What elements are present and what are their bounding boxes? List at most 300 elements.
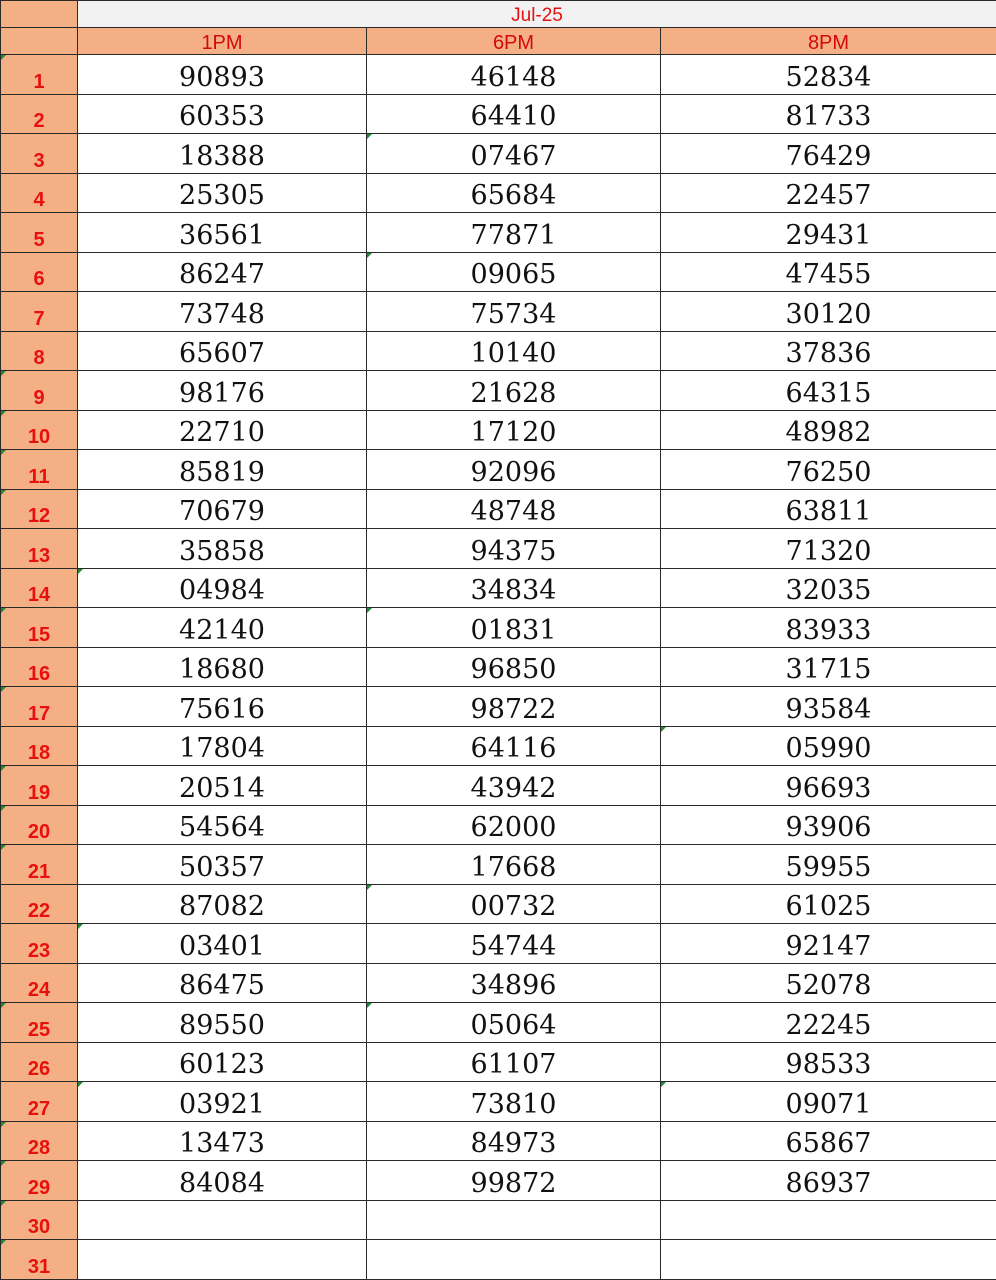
table-row — [1, 884, 996, 924]
value-cell-1pm[interactable] — [78, 1121, 367, 1161]
cell-value: 93584 — [785, 693, 872, 725]
cell-value: 03921 — [179, 1088, 265, 1120]
cell-value: 54744 — [470, 930, 557, 962]
value-cell-6pm[interactable] — [367, 608, 661, 648]
cell-value: 98722 — [470, 693, 557, 725]
cell-value: 59955 — [785, 851, 872, 883]
value-cell-8pm[interactable] — [661, 845, 996, 885]
row-number-cell[interactable] — [1, 55, 78, 95]
value-cell-1pm[interactable] — [78, 331, 367, 371]
cell-value: 29431 — [785, 219, 872, 251]
cell-value: 09071 — [785, 1088, 872, 1120]
table-row — [1, 1240, 996, 1280]
value-cell-1pm[interactable] — [78, 924, 367, 964]
table-row — [1, 766, 996, 806]
header-corner-cell[interactable] — [1, 28, 78, 55]
row-number-cell[interactable] — [1, 213, 78, 253]
table-row — [1, 1200, 996, 1240]
cell-value: 52834 — [785, 61, 872, 93]
value-cell-8pm[interactable] — [661, 1200, 996, 1240]
row-number-label: 10 — [27, 426, 51, 448]
row-number-cell[interactable] — [1, 687, 78, 727]
row-number-cell[interactable] — [1, 292, 78, 332]
value-cell-6pm[interactable] — [367, 292, 661, 332]
row-number-cell[interactable] — [1, 726, 78, 766]
value-cell-6pm[interactable] — [367, 1042, 661, 1082]
value-cell-8pm[interactable] — [661, 371, 996, 411]
text-marker-icon — [1, 608, 6, 613]
cell-value: 65867 — [785, 1128, 872, 1159]
table-row — [1, 1003, 996, 1043]
text-marker-icon — [1, 806, 6, 811]
row-number-label: 28 — [27, 1137, 51, 1159]
row-number-label: 20 — [27, 821, 51, 843]
row-number-label: 22 — [27, 900, 51, 922]
value-cell-8pm[interactable] — [661, 766, 996, 806]
cell-value: 07467 — [470, 140, 557, 172]
cell-value: 93906 — [785, 812, 872, 843]
cell-value: 17668 — [470, 851, 557, 883]
value-cell-1pm[interactable] — [78, 687, 367, 727]
row-number-cell[interactable] — [1, 252, 78, 292]
value-cell-8pm[interactable] — [661, 489, 996, 529]
row-number-label: 21 — [27, 860, 51, 883]
value-cell-6pm[interactable] — [367, 55, 661, 95]
value-cell-1pm[interactable] — [78, 1082, 367, 1122]
value-cell-6pm[interactable] — [367, 805, 661, 845]
value-cell-8pm[interactable] — [661, 884, 996, 924]
table-row — [1, 55, 996, 95]
value-cell-1pm[interactable] — [78, 94, 367, 134]
sheet-title[interactable]: Jul-25 — [78, 1, 996, 28]
row-number-label: 23 — [27, 939, 51, 962]
text-marker-icon — [1, 371, 6, 376]
row-number-label: 15 — [27, 623, 51, 646]
row-number-label: 12 — [27, 505, 51, 527]
value-cell-8pm[interactable] — [661, 410, 996, 450]
value-cell-8pm[interactable] — [661, 568, 996, 608]
row-number-label: 14 — [27, 584, 51, 606]
cell-value: 92096 — [470, 456, 557, 488]
cell-value: 87082 — [179, 891, 265, 922]
corner-cell[interactable] — [1, 1, 78, 28]
value-cell-8pm[interactable] — [661, 963, 996, 1003]
text-marker-icon — [1, 766, 6, 771]
cell-value: 98176 — [179, 377, 265, 409]
text-marker-icon — [1, 687, 6, 692]
row-number-cell[interactable] — [1, 410, 78, 450]
value-cell-6pm[interactable] — [367, 1003, 661, 1043]
table-row — [1, 963, 996, 1003]
value-cell-1pm[interactable] — [78, 884, 367, 924]
value-cell-6pm[interactable] — [367, 331, 661, 371]
row-number-cell[interactable] — [1, 845, 78, 885]
cell-value: 22710 — [179, 417, 265, 448]
cell-value: 47455 — [785, 259, 872, 290]
table-row — [1, 1042, 996, 1082]
cell-value: 73748 — [179, 298, 265, 330]
value-cell-1pm[interactable] — [78, 766, 367, 806]
value-cell-6pm[interactable] — [367, 450, 661, 490]
value-cell-1pm[interactable] — [78, 213, 367, 253]
row-number-label: 16 — [27, 663, 51, 685]
cell-value: 90893 — [179, 61, 265, 93]
cell-value: 10140 — [470, 338, 557, 369]
row-number-cell[interactable] — [1, 529, 78, 569]
value-cell-1pm[interactable] — [78, 1003, 367, 1043]
row-number-label: 3 — [33, 149, 45, 172]
value-cell-6pm[interactable] — [367, 252, 661, 292]
row-number-label: 26 — [27, 1058, 51, 1080]
cell-value: 22245 — [785, 1009, 872, 1041]
value-cell-8pm[interactable] — [661, 1082, 996, 1122]
value-cell-6pm[interactable] — [367, 845, 661, 885]
cell-value: 63811 — [785, 496, 872, 527]
cell-value: 36561 — [179, 219, 265, 251]
value-cell-8pm[interactable] — [661, 924, 996, 964]
value-cell-1pm[interactable] — [78, 134, 367, 174]
cell-value: 48982 — [785, 417, 872, 448]
table-row — [1, 213, 996, 253]
cell-value: 25305 — [179, 180, 265, 211]
cell-value: 22457 — [785, 180, 872, 211]
value-cell-6pm[interactable] — [367, 726, 661, 766]
row-number-label: 31 — [27, 1255, 51, 1278]
text-marker-icon — [78, 1082, 83, 1087]
cell-value: 83933 — [785, 614, 872, 646]
cell-value: 05064 — [470, 1009, 557, 1041]
table-row — [1, 647, 996, 687]
cell-value: 64116 — [470, 733, 557, 764]
table-row — [1, 568, 996, 608]
value-cell-8pm[interactable] — [661, 1240, 996, 1280]
table-row — [1, 489, 996, 529]
row-number-label: 30 — [27, 1216, 51, 1238]
table-row — [1, 450, 996, 490]
text-marker-icon — [367, 885, 372, 890]
row-number-label: 19 — [27, 781, 51, 804]
row-number-cell[interactable] — [1, 1121, 78, 1161]
text-marker-icon — [1, 1003, 6, 1008]
value-cell-6pm[interactable] — [367, 884, 661, 924]
value-cell-8pm[interactable] — [661, 529, 996, 569]
value-cell-1pm[interactable] — [78, 1240, 367, 1280]
value-cell-1pm[interactable] — [78, 568, 367, 608]
cell-value: 60353 — [179, 101, 265, 132]
cell-value: 81733 — [785, 101, 872, 132]
value-cell-8pm[interactable] — [661, 252, 996, 292]
text-marker-icon — [78, 924, 83, 929]
value-cell-6pm[interactable] — [367, 213, 661, 253]
column-header-6pm[interactable]: 6PM — [367, 28, 661, 55]
row-number-cell[interactable] — [1, 1240, 78, 1280]
title-row — [1, 1, 996, 28]
row-number-label: 25 — [27, 1018, 51, 1041]
cell-value: 30120 — [785, 298, 872, 330]
row-number-label: 29 — [27, 1176, 51, 1199]
value-cell-8pm[interactable] — [661, 173, 996, 213]
text-marker-icon — [1, 490, 6, 495]
text-marker-icon — [661, 1082, 666, 1087]
table-row — [1, 252, 996, 292]
cell-value: 65684 — [470, 180, 557, 211]
cell-value: 65607 — [179, 338, 265, 369]
text-marker-icon — [1, 1240, 6, 1245]
value-cell-6pm[interactable] — [367, 489, 661, 529]
value-cell-8pm[interactable] — [661, 450, 996, 490]
row-number-label: 2 — [33, 110, 45, 132]
row-number-label: 9 — [33, 386, 45, 409]
cell-value: 61025 — [785, 891, 872, 922]
cell-value: 43942 — [470, 772, 557, 804]
value-cell-6pm[interactable] — [367, 410, 661, 450]
value-cell-1pm[interactable] — [78, 1161, 367, 1201]
value-cell-6pm[interactable] — [367, 371, 661, 411]
text-marker-icon — [1, 411, 6, 416]
table-row — [1, 331, 996, 371]
cell-value: 34896 — [470, 970, 557, 1001]
cell-value: 09065 — [470, 259, 557, 290]
table-row — [1, 292, 996, 332]
value-cell-6pm[interactable] — [367, 94, 661, 134]
table-row — [1, 529, 996, 569]
cell-value: 52078 — [785, 970, 872, 1001]
value-cell-8pm[interactable] — [661, 331, 996, 371]
value-cell-6pm[interactable] — [367, 1200, 661, 1240]
table-row — [1, 371, 996, 411]
row-number-cell[interactable] — [1, 1003, 78, 1043]
value-cell-8pm[interactable] — [661, 1042, 996, 1082]
value-cell-8pm[interactable] — [661, 805, 996, 845]
value-cell-6pm[interactable] — [367, 963, 661, 1003]
row-number-label: 8 — [33, 347, 45, 369]
value-cell-8pm[interactable] — [661, 1003, 996, 1043]
value-cell-1pm[interactable] — [78, 489, 367, 529]
row-number-label: 7 — [33, 307, 45, 330]
header-row — [1, 28, 996, 55]
row-number-cell[interactable] — [1, 924, 78, 964]
cell-value: 50357 — [179, 851, 265, 883]
value-cell-1pm[interactable] — [78, 1042, 367, 1082]
cell-value: 35858 — [179, 535, 265, 567]
table-row — [1, 410, 996, 450]
cell-value: 84973 — [470, 1128, 557, 1159]
cell-value: 64315 — [785, 377, 872, 409]
text-marker-icon — [78, 569, 83, 574]
cell-value: 86247 — [179, 259, 265, 290]
value-cell-1pm[interactable] — [78, 529, 367, 569]
value-cell-8pm[interactable] — [661, 134, 996, 174]
cell-value: 17120 — [470, 417, 557, 448]
row-number-cell[interactable] — [1, 647, 78, 687]
row-number-label: 5 — [33, 228, 45, 251]
value-cell-1pm[interactable] — [78, 845, 367, 885]
cell-value: 48748 — [470, 496, 557, 527]
value-cell-8pm[interactable] — [661, 647, 996, 687]
cell-value: 03401 — [179, 930, 265, 962]
cell-value: 75734 — [470, 298, 557, 330]
table-row — [1, 1161, 996, 1201]
cell-value: 46148 — [470, 61, 557, 93]
value-cell-1pm[interactable] — [78, 252, 367, 292]
text-marker-icon — [367, 608, 372, 613]
row-number-label: 6 — [33, 268, 45, 290]
cell-value: 61107 — [470, 1049, 557, 1080]
row-number-cell[interactable] — [1, 884, 78, 924]
row-number-label: 17 — [27, 702, 51, 725]
value-cell-6pm[interactable] — [367, 1240, 661, 1280]
row-number-label: 24 — [27, 979, 51, 1001]
cell-value: 18680 — [179, 654, 265, 685]
value-cell-1pm[interactable] — [78, 647, 367, 687]
cell-value: 76250 — [785, 456, 872, 488]
value-cell-6pm[interactable] — [367, 687, 661, 727]
value-cell-8pm[interactable] — [661, 726, 996, 766]
value-cell-6pm[interactable] — [367, 647, 661, 687]
value-cell-1pm[interactable] — [78, 292, 367, 332]
row-number-label: 1 — [33, 70, 45, 93]
cell-value: 20514 — [179, 772, 265, 804]
value-cell-1pm[interactable] — [78, 608, 367, 648]
value-cell-6pm[interactable] — [367, 924, 661, 964]
cell-value: 05990 — [785, 733, 872, 764]
table-row — [1, 845, 996, 885]
cell-value: 62000 — [470, 812, 557, 843]
value-cell-6pm[interactable] — [367, 1121, 661, 1161]
cell-value: 34834 — [470, 575, 557, 606]
row-number-label: 27 — [27, 1097, 51, 1120]
value-cell-6pm[interactable] — [367, 529, 661, 569]
cell-value: 42140 — [179, 614, 265, 646]
text-marker-icon — [661, 727, 666, 732]
row-number-cell[interactable] — [1, 489, 78, 529]
table-row — [1, 608, 996, 648]
row-number-cell[interactable] — [1, 371, 78, 411]
row-number-cell[interactable] — [1, 963, 78, 1003]
value-cell-8pm[interactable] — [661, 687, 996, 727]
cell-value: 37836 — [785, 338, 872, 369]
table-row — [1, 924, 996, 964]
row-number-cell[interactable] — [1, 134, 78, 174]
row-number-label: 11 — [28, 465, 50, 488]
value-cell-6pm[interactable] — [367, 1161, 661, 1201]
row-number-cell[interactable] — [1, 94, 78, 134]
cell-value: 96693 — [785, 772, 872, 804]
value-cell-8pm[interactable] — [661, 1121, 996, 1161]
column-header-8pm[interactable]: 8PM — [661, 28, 996, 55]
value-cell-8pm[interactable] — [661, 213, 996, 253]
value-cell-6pm[interactable] — [367, 1082, 661, 1122]
cell-value: 89550 — [179, 1009, 265, 1041]
value-cell-8pm[interactable] — [661, 55, 996, 95]
text-marker-icon — [1, 1161, 6, 1166]
cell-value: 31715 — [785, 654, 872, 685]
cell-value: 76429 — [785, 140, 872, 172]
cell-value: 32035 — [785, 575, 872, 606]
text-marker-icon — [1, 1201, 6, 1206]
row-number-cell[interactable] — [1, 805, 78, 845]
row-number-cell[interactable] — [1, 450, 78, 490]
cell-value: 75616 — [179, 693, 265, 725]
text-marker-icon — [367, 134, 372, 139]
row-number-label: 13 — [27, 544, 51, 567]
text-marker-icon — [1, 845, 6, 850]
cell-value: 13473 — [179, 1128, 265, 1159]
value-cell-1pm[interactable] — [78, 450, 367, 490]
row-number-cell[interactable] — [1, 568, 78, 608]
cell-value: 99872 — [470, 1167, 557, 1199]
row-number-cell[interactable] — [1, 766, 78, 806]
row-number-cell[interactable] — [1, 1082, 78, 1122]
table-row — [1, 173, 996, 213]
cell-value: 17804 — [179, 733, 265, 764]
cell-value: 86937 — [785, 1167, 872, 1199]
table-row — [1, 94, 996, 134]
value-cell-1pm[interactable] — [78, 726, 367, 766]
row-number-cell[interactable] — [1, 331, 78, 371]
row-number-cell[interactable] — [1, 1042, 78, 1082]
table-row — [1, 687, 996, 727]
cell-value: 84084 — [179, 1167, 265, 1199]
value-cell-1pm[interactable] — [78, 173, 367, 213]
value-cell-1pm[interactable] — [78, 371, 367, 411]
cell-value: 64410 — [470, 101, 557, 132]
table-row — [1, 1121, 996, 1161]
cell-value: 21628 — [470, 377, 557, 409]
row-number-label: 4 — [33, 189, 45, 211]
value-cell-8pm[interactable] — [661, 608, 996, 648]
table-row — [1, 134, 996, 174]
value-cell-1pm[interactable] — [78, 963, 367, 1003]
value-cell-8pm[interactable] — [661, 94, 996, 134]
value-cell-1pm[interactable] — [78, 805, 367, 845]
cell-value: 54564 — [179, 812, 265, 843]
value-cell-1pm[interactable] — [78, 410, 367, 450]
cell-value: 96850 — [470, 654, 557, 685]
cell-value: 85819 — [179, 456, 265, 488]
value-cell-6pm[interactable] — [367, 568, 661, 608]
cell-value: 00732 — [470, 891, 557, 922]
cell-value: 92147 — [785, 930, 872, 962]
value-cell-6pm[interactable] — [367, 173, 661, 213]
row-number-cell[interactable] — [1, 1161, 78, 1201]
cell-value: 86475 — [179, 970, 265, 1001]
text-marker-icon — [367, 253, 372, 258]
cell-value: 73810 — [470, 1088, 557, 1120]
value-cell-8pm[interactable] — [661, 1161, 996, 1201]
value-cell-6pm[interactable] — [367, 766, 661, 806]
row-number-label: 18 — [27, 742, 51, 764]
cell-value: 98533 — [785, 1049, 872, 1080]
table-row — [1, 805, 996, 845]
cell-value: 04984 — [179, 575, 265, 606]
value-cell-6pm[interactable] — [367, 134, 661, 174]
column-header-1pm[interactable]: 1PM — [78, 28, 367, 55]
value-cell-1pm[interactable] — [78, 55, 367, 95]
text-marker-icon — [1, 450, 6, 455]
row-number-cell[interactable] — [1, 1200, 78, 1240]
table-row — [1, 726, 996, 766]
text-marker-icon — [367, 1003, 372, 1008]
text-marker-icon — [1, 1122, 6, 1127]
value-cell-8pm[interactable] — [661, 292, 996, 332]
row-number-cell[interactable] — [1, 608, 78, 648]
value-cell-1pm[interactable] — [78, 1200, 367, 1240]
cell-value: 60123 — [179, 1049, 265, 1080]
text-marker-icon — [1, 55, 6, 60]
cell-value: 70679 — [179, 496, 265, 527]
row-number-cell[interactable] — [1, 173, 78, 213]
